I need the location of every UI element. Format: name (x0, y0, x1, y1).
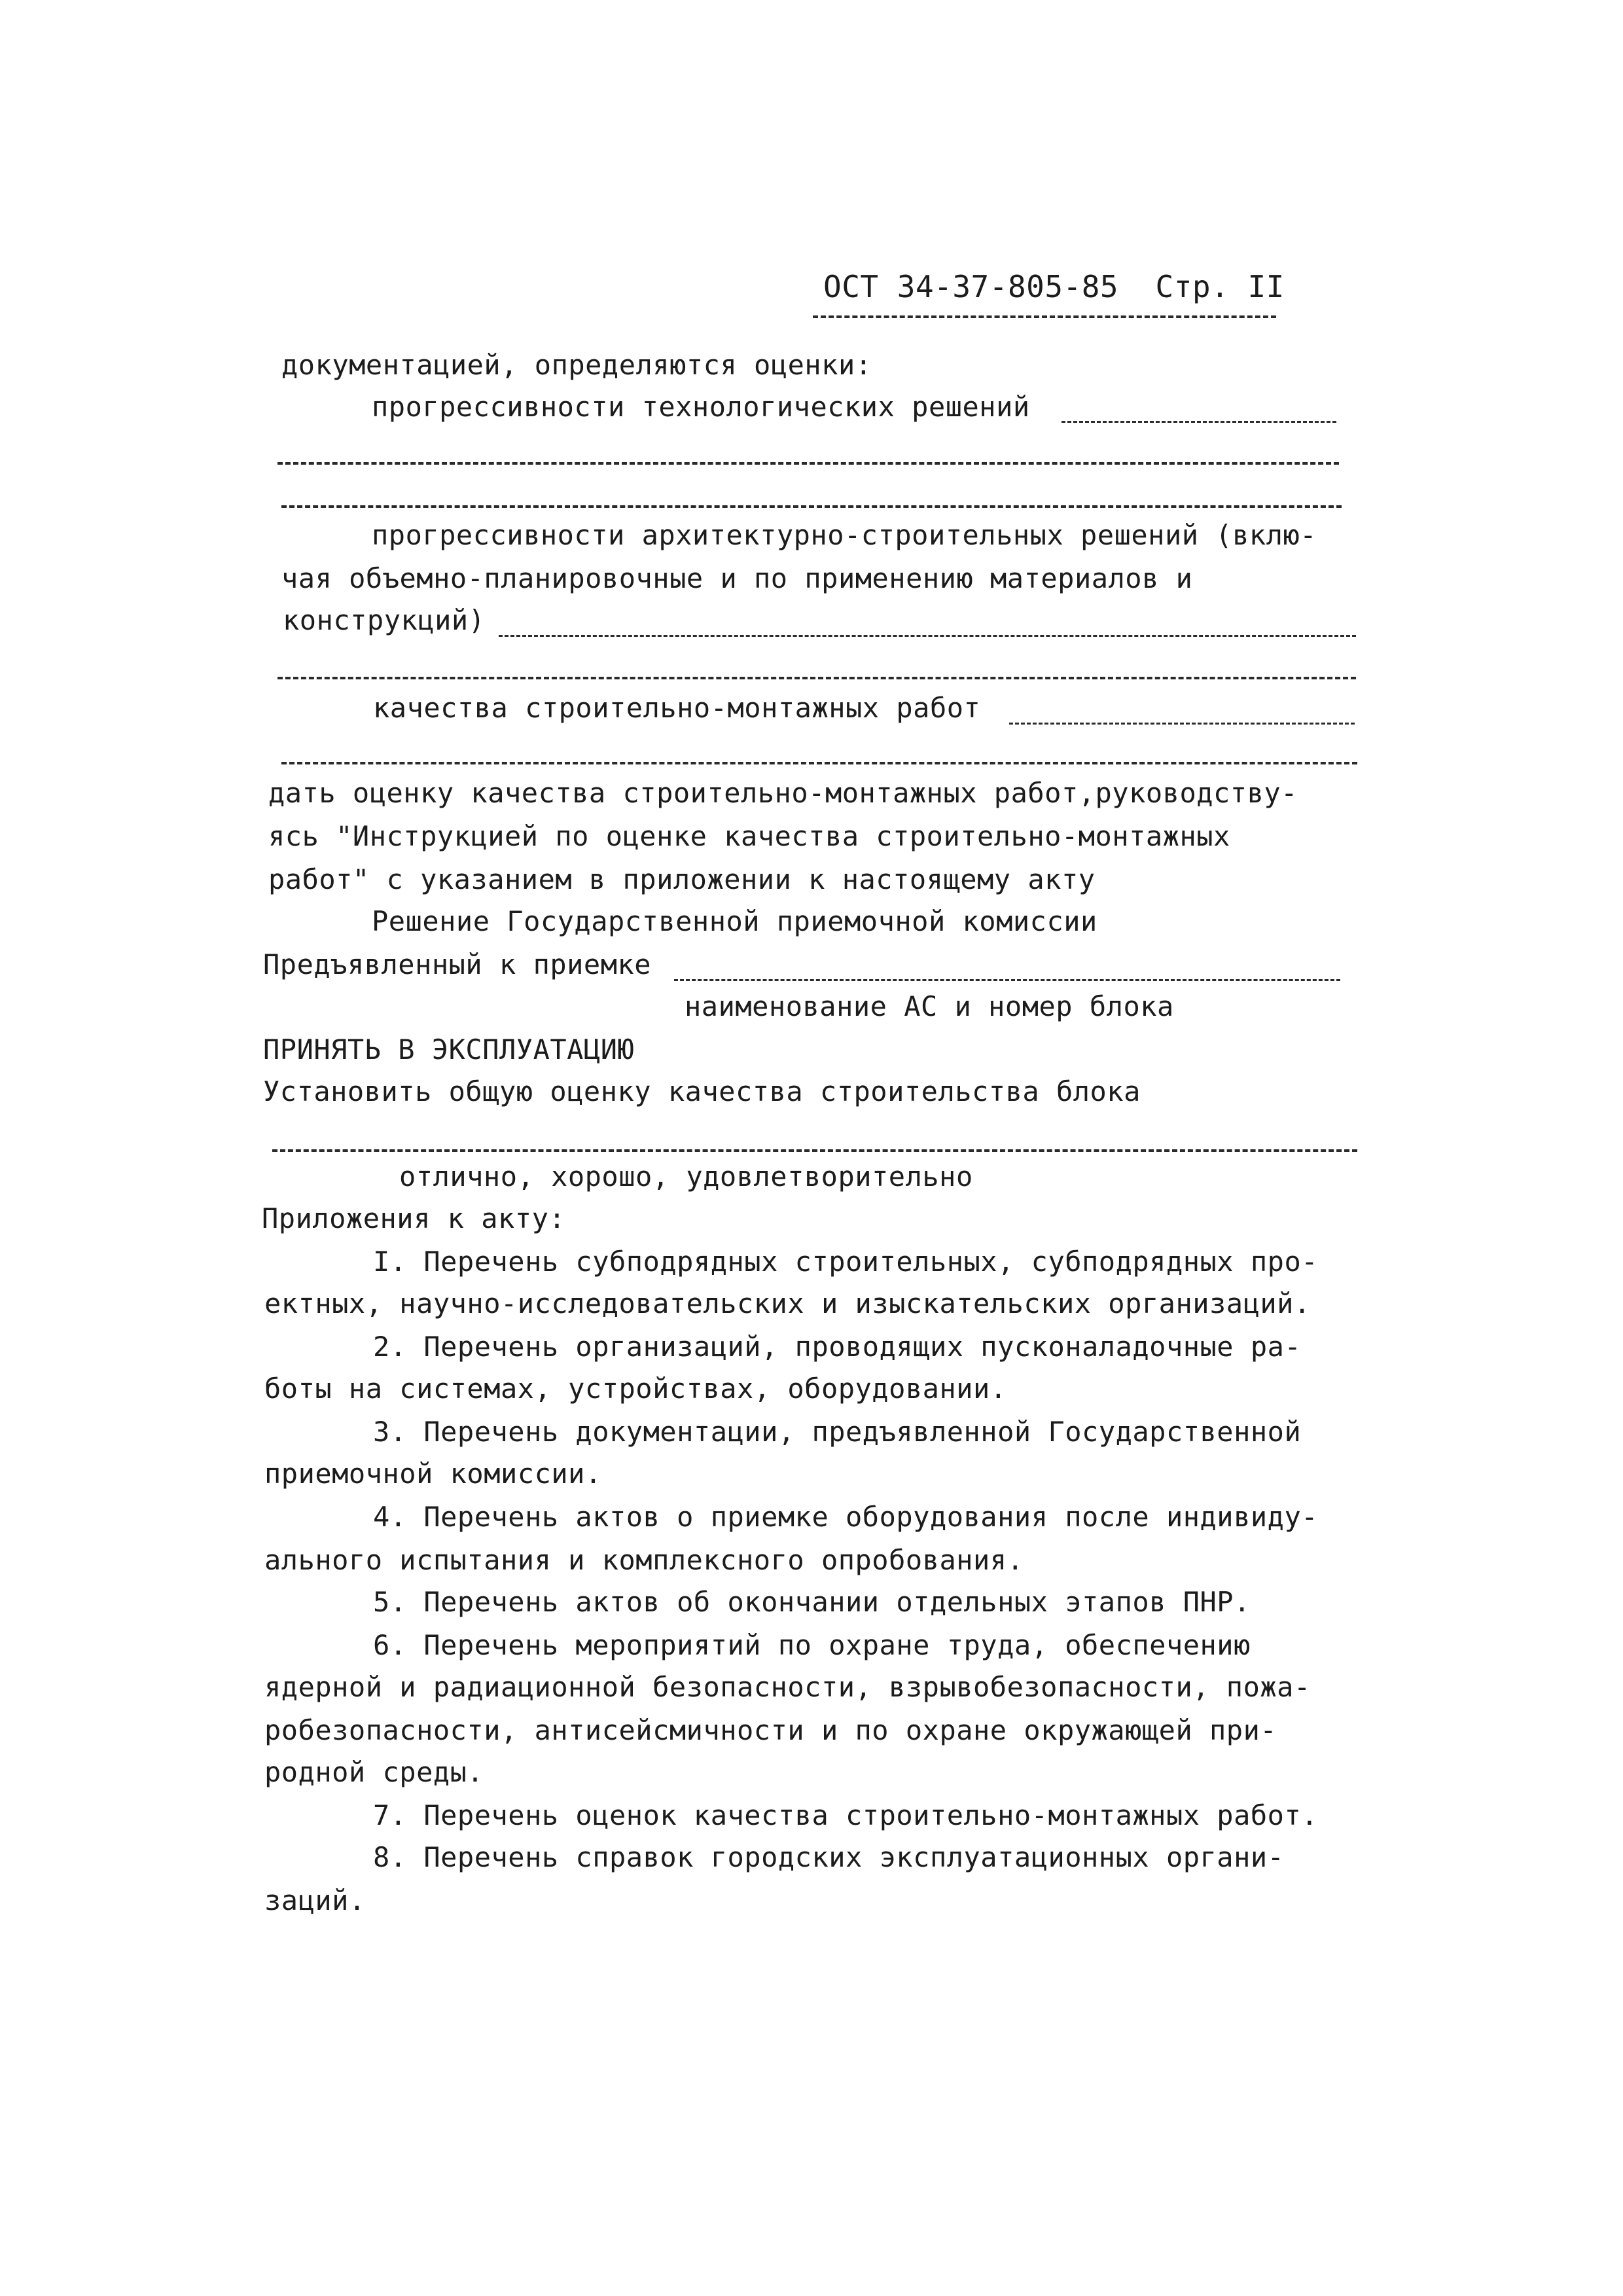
list-item: 4. Перечень актов о приемке оборудования после индивиду- (373, 1501, 1319, 1533)
list-item: 6. Перечень мероприятий по охране труда, обеспечению (373, 1629, 1251, 1661)
list-item: родной среды. (264, 1756, 484, 1788)
fill-caption: наименование АС и номер блока (685, 990, 1174, 1022)
list-item: 3. Перечень документации, предъявленной Государственной (373, 1416, 1302, 1448)
text-line: документацией, определяются оценки: (281, 349, 872, 381)
text-line: конструкций) (283, 604, 486, 636)
text-line: прогрессивности архитектурно-строительных решений (вклю- (372, 519, 1317, 551)
fill-line (1009, 723, 1355, 725)
list-item: I. Перечень субподрядных строительных, субподрядных про- (373, 1246, 1319, 1278)
header-underline (813, 315, 1276, 318)
blank-line (281, 505, 1342, 508)
text-line: ясь "Инструкцией по оценке качества строительно-монтажных (268, 820, 1230, 852)
text-line: качества строительно-монтажных работ (373, 692, 981, 724)
blank-line (277, 462, 1339, 465)
list-item: 8. Перечень справок городских эксплуатационных органи- (373, 1841, 1285, 1873)
text-line: Приложения к акту: (262, 1202, 566, 1234)
text-line: Установить общую оценку качества строительства блока (263, 1075, 1141, 1107)
page-header: ОСТ 34-37-805-85 Стр. II (823, 269, 1285, 304)
fill-line (499, 635, 1356, 637)
fill-line (1061, 421, 1336, 423)
list-item: 2. Перечень организаций, проводящих пусконаладочные ра- (373, 1331, 1302, 1363)
fill-line (674, 979, 1340, 981)
text-line: дать оценку качества строительно-монтажных работ,руководству- (268, 777, 1298, 809)
list-item: ального испытания и комплексного опробования. (264, 1544, 1024, 1576)
list-item: заций. (264, 1884, 366, 1916)
list-item: 5. Перечень актов об окончании отдельных этапов ПНР. (373, 1586, 1251, 1618)
text-line: ПРИНЯТЬ В ЭКСПЛУАТАЦИЮ (263, 1033, 635, 1066)
list-item: 7. Перечень оценок качества строительно-монтажных работ. (373, 1799, 1319, 1831)
text-line: чая объемно-планировочные и по применению материалов и (281, 562, 1193, 594)
fill-caption: отлично, хорошо, удовлетворительно (399, 1160, 973, 1193)
list-item: ектных, научно-исследовательских и изыскательских организаций. (264, 1287, 1311, 1319)
list-item: робезопасности, антисейсмичности и по охране окружающей при- (264, 1714, 1277, 1746)
text-line: прогрессивности технологических решений (372, 391, 1030, 423)
blank-line (272, 1149, 1357, 1152)
text-line: Предъявленный к приемке (263, 948, 652, 980)
text-line: Решение Государственной приемочной комиссии (372, 905, 1097, 937)
text-line: работ" с указанием в приложении к настоящему акту (268, 863, 1096, 895)
list-item: приемочной комиссии. (264, 1458, 602, 1490)
list-item: ядерной и радиационной безопасности, взрывобезопасности, пожа- (264, 1671, 1311, 1703)
blank-line (277, 677, 1356, 679)
blank-line (281, 762, 1357, 764)
list-item: боты на системах, устройствах, оборудовании. (264, 1372, 1007, 1405)
